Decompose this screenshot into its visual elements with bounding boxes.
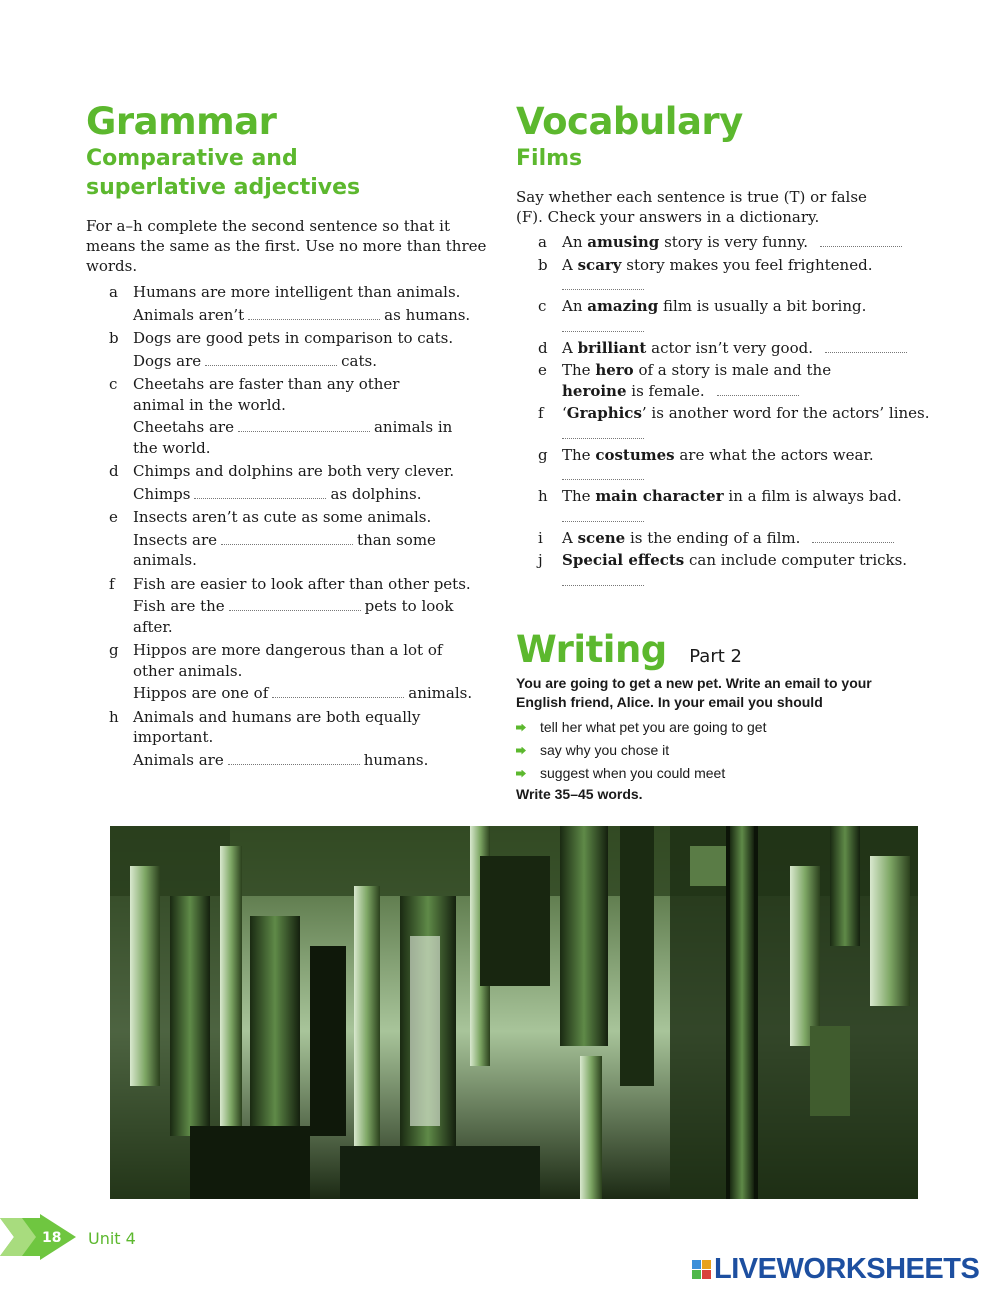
item-prompt: Hippos are one of <box>133 684 269 702</box>
item-text: are what the actors wear. <box>674 445 874 464</box>
green-arrow-icon <box>516 747 526 755</box>
film-strip-illustration <box>110 826 918 1199</box>
liveworksheets-watermark <box>692 1253 979 1286</box>
item-sentence: Animals and humans are both equally important. <box>133 707 421 746</box>
green-arrow-icon <box>516 724 526 732</box>
vocab-item <box>538 486 916 522</box>
vocabulary-exercise-list <box>516 232 930 586</box>
grammar-item <box>109 374 453 458</box>
item-text: ’ is another word for the actors’ lines. <box>641 404 930 422</box>
vocabulary-title: Vocabulary <box>516 100 743 143</box>
item-letter: i <box>538 528 543 547</box>
vocab-item <box>538 360 892 401</box>
answer-blank[interactable] <box>562 510 644 522</box>
item-letter: a <box>538 233 547 251</box>
list-item <box>516 762 916 785</box>
grammar-subtitle-1: Comparative and <box>86 146 298 171</box>
answer-blank[interactable] <box>238 420 370 432</box>
item-prompt: Cheetahs are <box>133 418 234 436</box>
item-text: ‘ <box>562 404 567 422</box>
item-prompt: Animals are <box>133 750 224 769</box>
item-letter: h <box>109 707 119 726</box>
writing-word-count: Write 35–45 words. <box>516 786 643 802</box>
answer-blank[interactable] <box>825 342 907 353</box>
item-keyword: scary <box>577 255 622 274</box>
green-arrow-tab-icon <box>0 1214 76 1260</box>
item-text: An <box>562 233 588 251</box>
item-prompt: Chimps <box>133 484 191 503</box>
vocabulary-section <box>516 100 930 592</box>
item-prompt-end: animals. <box>408 684 473 702</box>
item-letter: e <box>109 508 118 526</box>
grammar-item <box>109 507 453 571</box>
item-text: is the ending of a film. <box>625 528 801 547</box>
item-letter: b <box>109 329 119 347</box>
vocab-item <box>538 232 916 253</box>
item-prompt-end: animals in the world. <box>133 418 453 457</box>
item-text: story is very funny. <box>659 233 809 251</box>
grammar-title: Grammar <box>86 100 277 143</box>
item-sentence: Dogs are good pets in comparison to cats. <box>133 329 454 347</box>
vocabulary-subtitle: Films <box>516 146 583 171</box>
item-keyword: scene <box>577 528 626 547</box>
writing-bullet-list <box>516 716 916 785</box>
item-keyword: brilliant <box>577 338 647 357</box>
item-text: A <box>562 528 578 547</box>
item-text: in a film is always bad. <box>723 487 902 505</box>
page-number: 18 <box>42 1230 62 1246</box>
item-sentence: Chimps and dolphins are both very clever. <box>133 462 455 480</box>
item-text: An <box>562 297 588 315</box>
list-item <box>516 716 916 739</box>
item-keyword: amusing <box>587 233 660 251</box>
item-letter: c <box>538 297 547 315</box>
item-prompt-end: humans. <box>363 750 429 769</box>
item-text: A <box>562 255 578 274</box>
vocabulary-instructions: Say whether each sentence is true (T) or false (F). Check your answers in a dictionary. <box>516 188 867 226</box>
answer-blank[interactable] <box>562 574 644 586</box>
vocab-item <box>538 338 916 359</box>
item-sentence: Cheetahs are faster than any other animal in the world. <box>133 375 400 414</box>
item-letter: d <box>109 462 119 480</box>
answer-blank[interactable] <box>820 236 902 247</box>
watermark-text: LIVEWORKSHEETS <box>714 1253 980 1285</box>
item-keyword: Graphics <box>566 404 642 422</box>
item-keyword: main character <box>595 487 724 505</box>
item-letter: b <box>538 255 548 274</box>
item-text: can include computer tricks. <box>684 551 908 569</box>
item-text: The <box>562 445 596 464</box>
item-letter: e <box>538 361 547 379</box>
item-letter: f <box>538 404 544 422</box>
item-keyword: heroine <box>562 381 627 400</box>
item-text: of a story is male and the <box>633 361 832 379</box>
item-keyword: Special effects <box>562 551 685 569</box>
item-prompt-end: as dolphins. <box>330 484 422 503</box>
item-letter: h <box>538 487 548 505</box>
answer-blank[interactable] <box>248 308 380 320</box>
writing-task: You are going to get a new pet. Write an email to your English friend, Alice. In your email you should <box>516 675 872 710</box>
item-letter: f <box>109 574 115 593</box>
item-letter: c <box>109 375 118 393</box>
vocab-item <box>538 528 916 549</box>
answer-blank[interactable] <box>562 278 644 290</box>
item-text: film is usually a bit boring. <box>658 297 867 315</box>
grammar-item <box>109 574 496 638</box>
item-prompt: Animals aren’t <box>133 305 245 324</box>
grammar-instructions: For a–h complete the second sentence so that it means the same as the first. Use no more than three words. <box>86 217 487 275</box>
writing-title: Writing <box>516 628 667 671</box>
item-sentence: Fish are easier to look after than other pets. <box>133 574 471 593</box>
answer-blank[interactable] <box>221 533 353 545</box>
item-prompt-end: than some animals. <box>133 530 436 569</box>
item-prompt: Fish are the <box>133 597 225 615</box>
item-prompt-end: as humans. <box>384 305 471 324</box>
item-keyword: costumes <box>595 445 675 464</box>
list-item <box>516 739 916 762</box>
item-letter: g <box>538 445 548 464</box>
vocab-item <box>538 550 916 586</box>
bullet-text: tell her what pet you are going to get <box>540 719 767 735</box>
vocab-item <box>538 403 930 439</box>
film-strip-photo <box>110 826 918 1199</box>
grammar-section <box>86 100 496 773</box>
grammar-subtitle-2: superlative adjectives <box>86 175 361 200</box>
item-text: story makes you feel frightened. <box>621 255 873 274</box>
vocab-item <box>538 255 916 291</box>
item-text: A <box>562 338 578 357</box>
item-text: actor isn’t very good. <box>646 338 813 357</box>
item-letter: d <box>538 338 548 357</box>
item-letter: a <box>109 283 118 301</box>
answer-blank[interactable] <box>812 532 894 543</box>
grammar-item <box>109 640 473 704</box>
writing-section <box>516 628 916 802</box>
answer-blank[interactable] <box>562 427 644 439</box>
grammar-item <box>109 461 496 504</box>
bullet-text: say why you chose it <box>540 742 670 758</box>
item-letter: j <box>538 551 543 569</box>
item-keyword: hero <box>595 361 634 379</box>
grammar-item <box>109 282 496 325</box>
unit-label: Unit 4 <box>88 1229 136 1248</box>
bullet-text: suggest when you could meet <box>540 765 726 781</box>
item-text: is female. <box>626 381 705 400</box>
answer-blank[interactable] <box>272 686 404 698</box>
item-text: The <box>562 487 596 505</box>
item-prompt: Insects are <box>133 530 218 549</box>
vocab-item <box>538 445 916 481</box>
grammar-item <box>109 328 496 371</box>
green-arrow-icon <box>516 770 526 778</box>
item-text: The <box>562 361 596 379</box>
item-sentence: Humans are more intelligent than animals. <box>133 283 461 301</box>
item-letter: g <box>109 641 119 659</box>
answer-blank[interactable] <box>228 753 360 765</box>
answer-blank[interactable] <box>205 354 337 366</box>
writing-part-label: Part 2 <box>689 646 742 667</box>
liveworksheets-logo-icon <box>692 1260 711 1279</box>
item-prompt-end: pets to look after. <box>133 597 454 636</box>
answer-blank[interactable] <box>562 468 644 480</box>
grammar-item <box>109 707 443 771</box>
answer-blank[interactable] <box>717 385 799 396</box>
answer-blank[interactable] <box>229 599 361 611</box>
item-sentence: Insects aren’t as cute as some animals. <box>133 508 432 526</box>
answer-blank[interactable] <box>562 320 644 332</box>
item-prompt-end: cats. <box>341 351 377 370</box>
item-keyword: amazing <box>587 297 659 315</box>
vocab-item <box>538 296 916 332</box>
answer-blank[interactable] <box>194 487 326 499</box>
item-prompt: Dogs are <box>133 351 202 370</box>
grammar-exercise-list <box>86 282 496 770</box>
item-sentence: Hippos are more dangerous than a lot of other animals. <box>133 641 443 680</box>
